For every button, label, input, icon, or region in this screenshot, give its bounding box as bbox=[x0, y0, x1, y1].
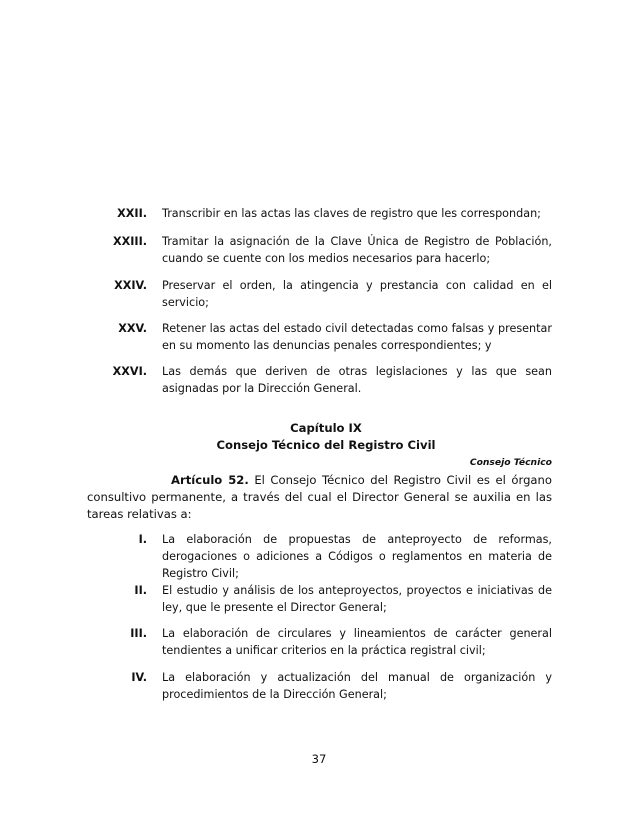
list-item-number: XXII. bbox=[117, 207, 147, 220]
list-item-number: IV. bbox=[131, 671, 147, 684]
article-paragraph bbox=[87, 472, 552, 523]
list-item-text: Transcribir en las actas las claves de registro que les correspondan; bbox=[162, 207, 541, 220]
list-item-number: II. bbox=[134, 584, 147, 597]
list-item-number: XXIV. bbox=[114, 279, 147, 292]
list-item-text: Retener las actas del estado civil detectadas como falsas y presentar en su momento las denuncias penales correspondientes; y bbox=[162, 322, 552, 352]
side-title: Consejo Técnico bbox=[469, 457, 552, 468]
article-label: Artículo 52. bbox=[171, 473, 249, 487]
list-item-number: XXIII. bbox=[113, 235, 147, 248]
chapter-title: Consejo Técnico del Registro Civil bbox=[216, 438, 436, 452]
chapter-number: Capítulo IX bbox=[290, 421, 362, 435]
list-item-number: XXVI. bbox=[112, 365, 147, 378]
list-item-text: La elaboración de propuestas de anteproyecto de reformas, derogaciones o adiciones a Códigos o reglamentos en materia de Registro Civil; bbox=[162, 533, 552, 580]
list-item-text: El estudio y análisis de los anteproyectos, proyectos e iniciativas de ley, que le presente el Director General; bbox=[162, 584, 552, 614]
article-text: El Consejo Técnico del Registro Civil es el órgano consultivo permanente, a través del cual el Director General se auxilia en las tareas relativas a: bbox=[87, 473, 552, 521]
list-item-text: Tramitar la asignación de la Clave Única de Registro de Población, cuando se cuente con los medios necesarios para hacerlo; bbox=[162, 235, 552, 265]
list-item-text: Preservar el orden, la atingencia y prestancia con calidad en el servicio; bbox=[162, 279, 552, 309]
list-item-number: I. bbox=[138, 533, 147, 546]
list-item-text: La elaboración de circulares y lineamientos de carácter general tendientes a unificar criterios en la práctica registral civil; bbox=[162, 627, 552, 657]
list-item-number: III. bbox=[130, 627, 147, 640]
page-number: 37 bbox=[311, 752, 327, 766]
list-item-text: Las demás que deriven de otras legislaciones y las que sean asignadas por la Dirección General. bbox=[162, 365, 552, 395]
list-item-number: XXV. bbox=[118, 322, 147, 335]
list-item-text: La elaboración y actualización del manual de organización y procedimientos de la Dirección General; bbox=[162, 671, 552, 701]
